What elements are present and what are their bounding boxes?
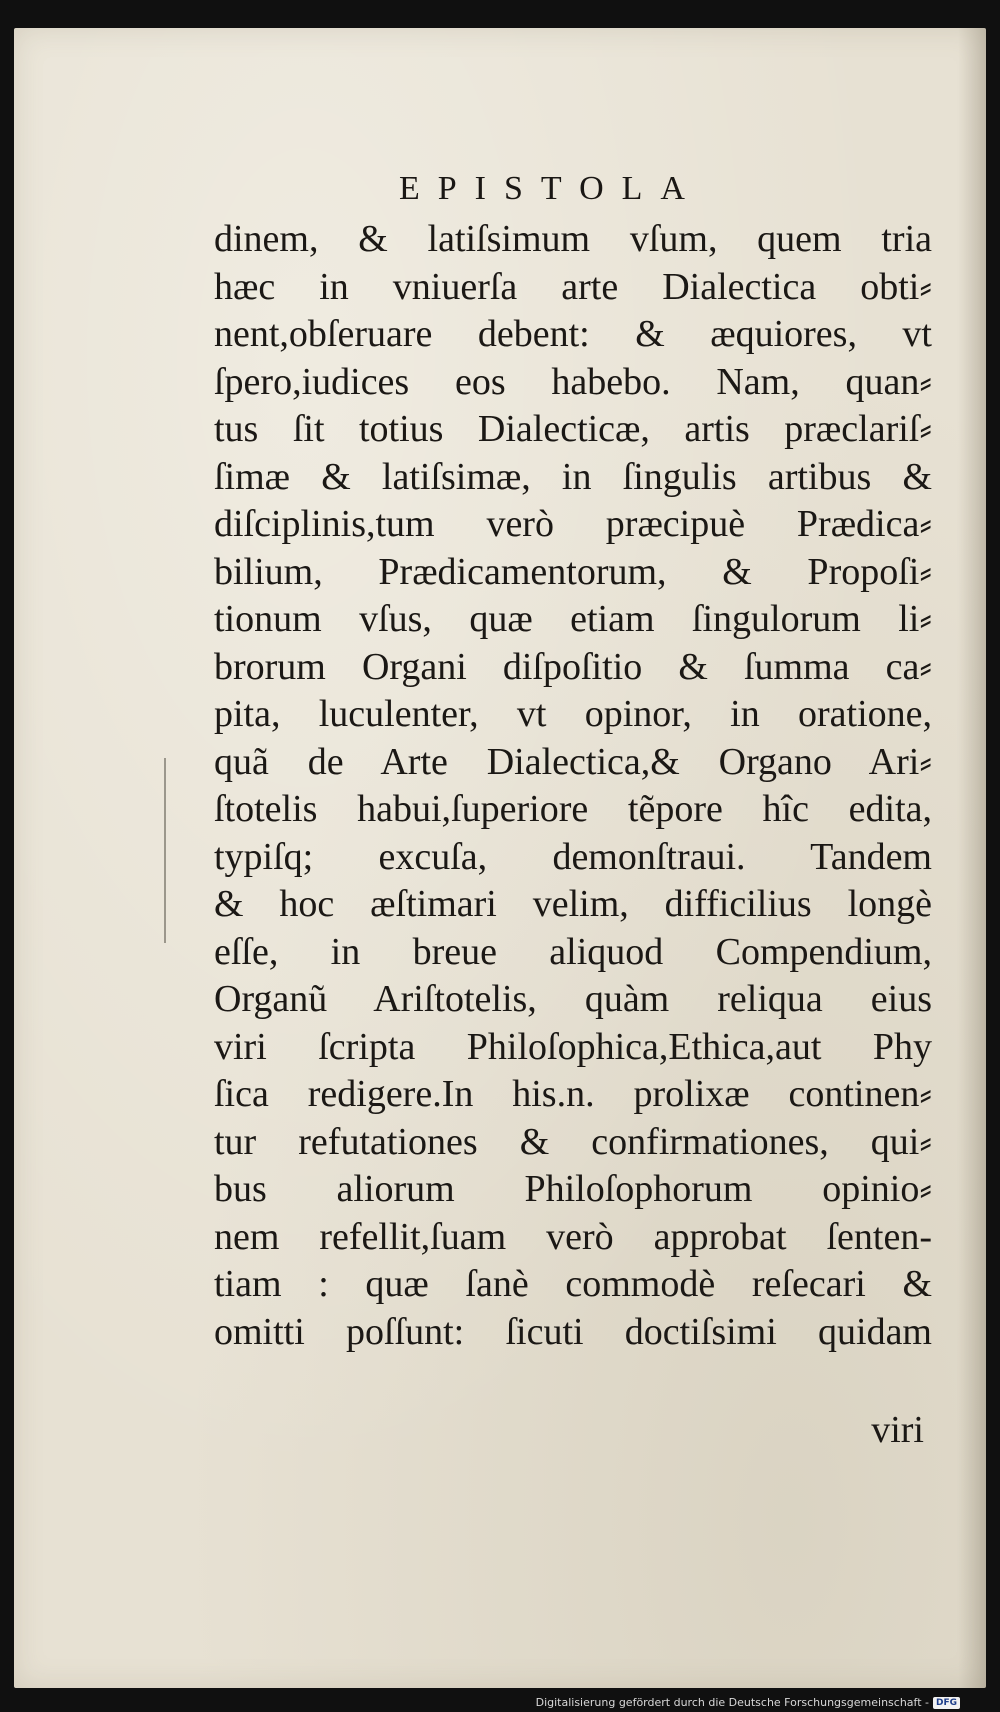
text-line: Organũ Ariſtotelis, quàm reliqua eius — [214, 978, 932, 1020]
text-line: ſpero,iudices eos habebo. Nam, quan⸗ — [214, 360, 932, 403]
text-line: bus aliorum Philoſophorum opinio⸗ — [214, 1168, 932, 1210]
text-line: ſtotelis habui,ſuperiore tẽpore hîc edita, — [214, 788, 932, 830]
text-line: pita, luculenter, vt opinor, in oratione, — [214, 693, 932, 735]
page-edge-shadow — [958, 28, 986, 1688]
text-line: nem refellit,ſuam verò approbat ſenten- — [214, 1215, 932, 1258]
text-line: ſica redigere.In his.n. prolixæ continen⸗ — [214, 1073, 932, 1115]
text-line: bilium, Prædicamentorum, & Propoſi⸗ — [214, 550, 932, 593]
digitization-credit — [536, 1696, 960, 1709]
text-line: ſimæ & latiſsimæ, in ſingulis artibus & — [214, 455, 932, 498]
text-line: quã de Arte Dialectica,& Organo Ari⸗ — [214, 740, 932, 783]
text-line: tiam : quæ ſanè commodè reſecari & — [214, 1263, 932, 1305]
text-line: viri ſcripta Philoſophica,Ethica,aut Phy — [214, 1025, 932, 1068]
text-line: eſſe, in breue aliquod Compendium, — [214, 930, 932, 973]
book-page — [14, 28, 986, 1688]
text-line: brorum Organi diſpoſitio & ſumma ca⸗ — [214, 645, 932, 688]
text-line: & hoc æſtimari velim, difficilius longè — [214, 883, 932, 925]
text-line: omitti poſſunt: ſicuti doctiſsimi quidam — [214, 1310, 932, 1353]
text-line: tus ſit totius Dialecticæ, artis præclariſ⸗ — [214, 408, 932, 450]
body-text — [214, 216, 932, 1356]
text-line: diſciplinis,tum verò præcipuè Prædica⸗ — [214, 503, 932, 545]
dfg-logo-icon: DFG — [933, 1697, 960, 1709]
text-line: dinem, & latiſsimum vſum, quem tria — [214, 218, 932, 260]
margin-mark — [164, 758, 166, 943]
text-line: typiſq; excuſa, demonſtraui. Tandem — [214, 835, 932, 878]
catchword: viri — [871, 1409, 924, 1451]
text-line: nent,obſeruare debent: & æquiores, vt — [214, 313, 932, 355]
running-head: EPISTOLA — [399, 170, 703, 207]
text-line: tur refutationes & confirmationes, qui⸗ — [214, 1120, 932, 1163]
credit-text: Digitalisierung gefördert durch die Deutsche Forschungsgemeinschaft - — [535, 1696, 929, 1709]
text-line: hæc in vniuerſa arte Dialectica obti⸗ — [214, 265, 932, 308]
text-line: tionum vſus, quæ etiam ſingulorum li⸗ — [214, 598, 932, 640]
